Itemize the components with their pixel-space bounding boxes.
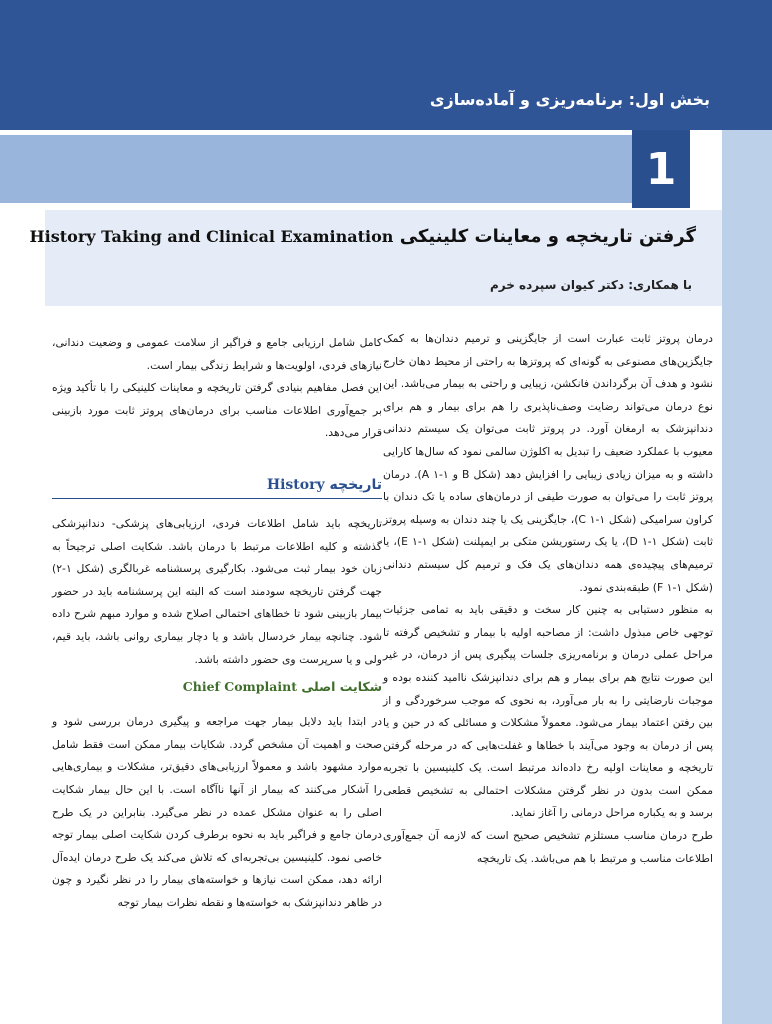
spacer (52, 445, 382, 467)
heading-fa: شکایت اصلی (301, 679, 382, 695)
left-column (52, 332, 382, 914)
heading-en: Chief Complaint (182, 679, 297, 695)
chapter-title (30, 226, 696, 247)
paragraph: در ابتدا باید دلایل بیمار جهت مراجعه و پیگیری درمان بررسی شود و صحت و اهمیت آن مشخص گردد. شکایات بیمار ممکن است فقط شامل موارد مشهود باشد و معمولاً ارزیابی‌های دقیق‌تر، مشکلات و بیماری‌هایی را آشکار می‌کنند که بیمار از آنها ناآگاه است. با این حال بیمار شکایت اصلی را به عنوان مشکل عمده در نظر می‌گیرد. بنابراین در یک طرح درمان جامع و فراگیر باید به نحوه برطرف کردن شکایت اصلی بیمار توجه خاصی نمود. کلینیسین بی‌تجربه‌ای که تلاش می‌کند یک طرح درمان ایده‌آل ارائه دهد، ممکن است نیازها و خواسته‌های بیمار را در نظر نگیرد و چون در ظاهر دندانپزشک به خواسته‌ها و نقطه نظرات بیمار توجه (52, 715, 382, 909)
paragraph: طرح درمان مناسب مستلزم تشخیص صحیح است که لازمه آن جمع‌آوری اطلاعات مناسب و مرتبط با هم می‌باشد. یک تاریخچه (383, 829, 713, 865)
paragraph: تاریخچه باید شامل اطلاعات فردی، ارزیابی‌های پزشکی- دندانپزشکی گذشته و کلیه اطلاعات مرتبط با درمان باشد. شکایت اصلی ترجیحاً به زبان خود بیمار ثبت می‌شود. بکارگیری پرسشنامه غربالگری (شکل ۱-۲) جهت گرفتن تاریخچه سودمند است که البته این پرسشنامه باید در حضور بیمار بازبینی شود تا خطاهای احتمالی اصلاح شده و موارد مبهم شرح داده شود. چنانچه بیمار خردسال باشد و یا دچار بیماری روانی باشد، باید قیم، ولی و یا سرپرست وی حضور داشته باشد. (52, 516, 382, 666)
chapter-number: 1 (632, 130, 690, 208)
paragraph: این فصل مفاهیم بنیادی گرفتن تاریخچه و معاینات کلینیکی را با تأکید ویژه بر جمع‌آوری اطلاعات مناسب برای درمان‌های پروتز ثابت مورد بازبینی قرار می‌دهد. (52, 381, 382, 440)
right-column (383, 328, 713, 870)
paragraph: درمان پروتز ثابت عبارت است از جایگزینی و ترمیم دندان‌ها به کمک جایگزین‌های مصنوعی به گونه‌ای که پروتزها به راحتی از محیط دهان خارج نشود و هدف آن برگرداندن فانکشن، زیبایی و راحتی به بیمار می‌باشد. این نوع درمان می‌تواند رضایت وصف‌ناپذیری را هم برای بیمار و هم برای دندانپزشک به ارمغان آورد. در پروتز ثابت می‌توان یک سیستم دندانی معیوب با عملکرد ضعیف را تبدیل به اکلوژن سالمی نمود که سال‌ها کارایی داشته و به میزان زیادی زیبایی را افزایش دهد (شکل B و A ۱-۱). درمان پروتز ثابت را می‌توان به صورت طیفی از درمان‌های ساده یا تک دندان با کراون سرامیکی (شکل C ۱-۱)، جایگزینی یک یا چند دندان به وسیله پروتز ثابت (شکل D ۱-۱)، یا یک رستوریشن متکی بر ایمپلنت (شکل E ۱-۱)، یا ترمیم‌های پیچیده‌ی همه دندان‌های یک فک و ترمیم کل سیستم دندانی (شکل F ۱-۱) طبقه‌بندی نمود. (383, 332, 714, 594)
header-band (0, 0, 772, 130)
section-heading-history (52, 475, 382, 499)
chapter-band (0, 135, 632, 203)
heading-fa: تاریخچه (329, 476, 382, 493)
chapter-title-en: History Taking and Clinical Examination (29, 227, 394, 246)
subsection-heading-chief-complaint (52, 677, 382, 697)
heading-en: History (266, 476, 325, 493)
part-title: بخش اول: برنامه‌ریزی و آماده‌سازی (429, 90, 710, 109)
collaborator: با همکاری: دکتر کیوان سپرده خرم (489, 278, 692, 292)
paragraph: به منظور دستیابی به چنین کار سخت و دقیقی باید به تمامی جزئیات توجهی خاص مبذول داشت: از مصاحبه اولیه با بیمار و تشخیص گرفته تا مراحل عملی درمان و برنامه‌ریزی جلسات پیگیری پس از درمان، در غیر این صورت نتایج هم برای بیمار و هم برای دندانپزشک ناامید کننده بوده و موجبات نارضایتی را به بار می‌آورد، به نحوی که موجب سرخوردگی و از بین رفتن اعتماد بیمار می‌شود. معمولاً مشکلات و مسائلی که در حین و یا پس از درمان به وجود می‌آیند با خطاها و غفلت‌هایی که در مرحله گرفتن تاریخچه و معاینات اولیه رخ داده‌اند مرتبط است. یک کلینیسین با تجربه ممکن است بدون در نظر گرفتن مشکلات احتمالی به تشخیص قطعی برسد و به یکباره مراحل درمانی را آغاز نماید. (383, 603, 713, 820)
chapter-title-fa: گرفتن تاریخچه و معاینات کلینیکی (399, 226, 696, 247)
side-strip (722, 130, 772, 1024)
paragraph: کامل شامل ارزیابی جامع و فراگیر از سلامت عمومی و وضعیت دندانی، نیازهای فردی، اولویت‌ها و شرایط زندگی بیمار است. (52, 336, 382, 372)
